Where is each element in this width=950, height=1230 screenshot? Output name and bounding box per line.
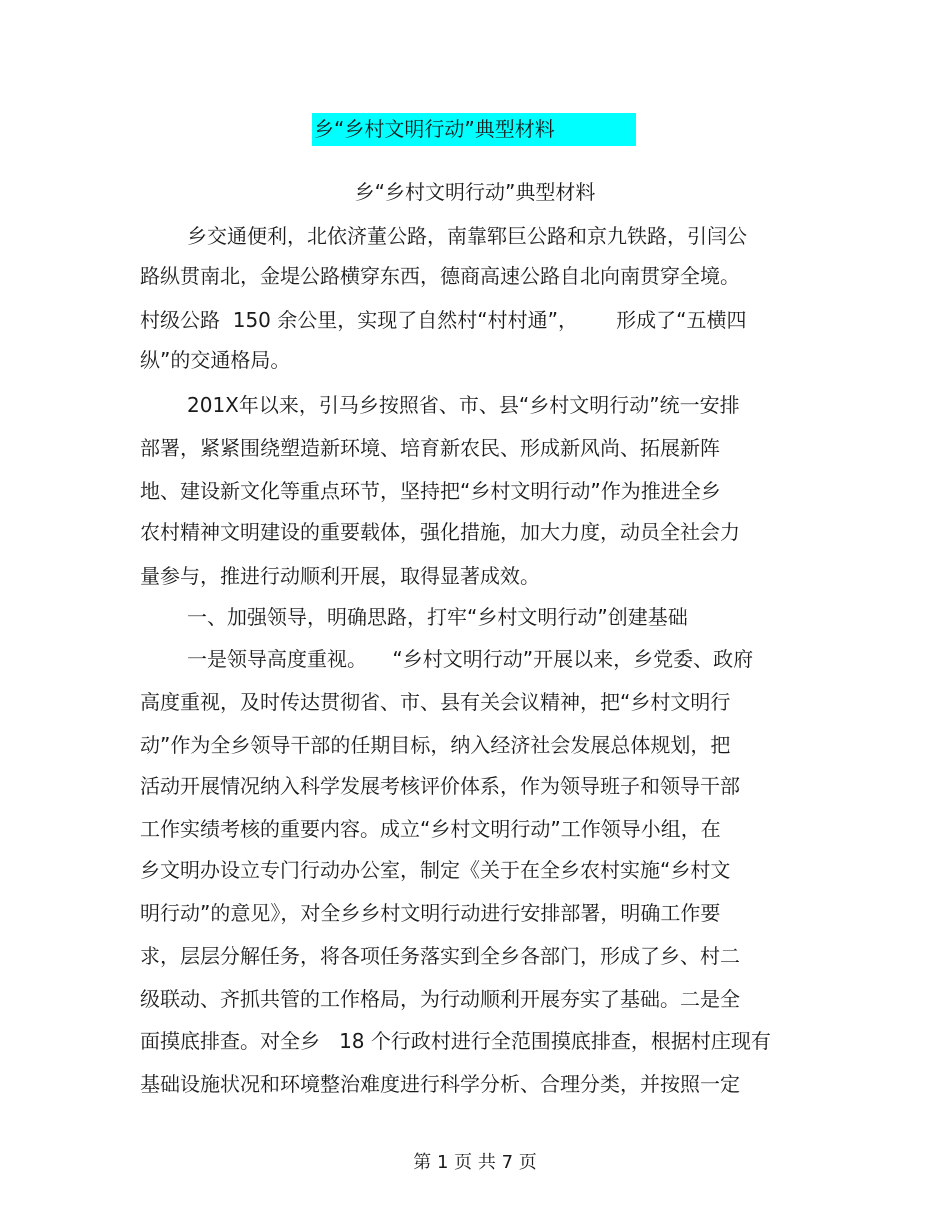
body-line: 级联动、齐抓共管的工作格局，为行动顺利开展夯实了基础。二是全 (140, 987, 740, 1011)
highlighted-header-title: 乡“乡村文明行动”典型材料 (312, 113, 636, 146)
body-line: 农村精神文明建设的重要载体，强化措施，加大力度，动员全社会力 (140, 520, 740, 544)
body-line: 面摸底排查。对全乡 18 个行政村进行全范围摸底排查，根据村庄现有 (140, 1029, 771, 1053)
body-line: 路纵贯南北，金堤公路横穿东西，德商高速公路自北向南贯穿全境。 (140, 264, 740, 288)
body-line: 动”作为全乡领导干部的任期目标，纳入经济社会发展总体规划，把 (140, 733, 731, 757)
body-line: 基础设施状况和环境整治难度进行科学分析、合理分类，并按照一定 (140, 1072, 740, 1096)
body-line: 纵”的交通格局。 (140, 348, 291, 372)
body-line: 部署，紧紧围绕塑造新环境、培育新农民、形成新风尚、拓展新阵 (140, 436, 720, 460)
body-line: 工作实绩考核的重要内容。成立“乡村文明行动”工作领导小组，在 (140, 817, 721, 841)
body-line: 求，层层分解任务，将各项任务落实到全乡各部门，形成了乡、村二 (140, 944, 740, 968)
body-line: 村级公路 150 余公里，实现了自然村“村村通”， 形成了“五横四 (140, 308, 747, 332)
page-number-footer: 第 1 页 共 7 页 (413, 1152, 537, 1173)
body-line: 201X年以来，引马乡按照省、市、县“乡村文明行动”统一安排 (187, 393, 740, 417)
body-line: 明行动”的意见》，对全乡乡村文明行动进行安排部署，明确工作要 (140, 901, 721, 925)
body-line: 乡交通便利，北依济董公路，南靠郓巨公路和京九铁路，引闫公 (187, 224, 747, 248)
document-title: 乡“乡村文明行动”典型材料 (354, 180, 596, 204)
body-line: 量参与，推进行动顺利开展，取得显著成效。 (140, 564, 540, 588)
body-line: 一是领导高度重视。 “乡村文明行动”开展以来，乡党委、政府 (187, 647, 754, 671)
body-line: 乡文明办设立专门行动办公室，制定《关于在全乡农村实施“乡村文 (140, 858, 731, 882)
body-line: 高度重视，及时传达贯彻省、市、县有关会议精神，把“乡村文明行 (140, 690, 731, 714)
section-heading: 一、加强领导，明确思路，打牢“乡村文明行动”创建基础 (187, 605, 688, 629)
body-line: 活动开展情况纳入科学发展考核评价体系，作为领导班子和领导干部 (140, 774, 740, 798)
body-line: 地、建设新文化等重点环节，坚持把“乡村文明行动”作为推进全乡 (140, 479, 721, 503)
